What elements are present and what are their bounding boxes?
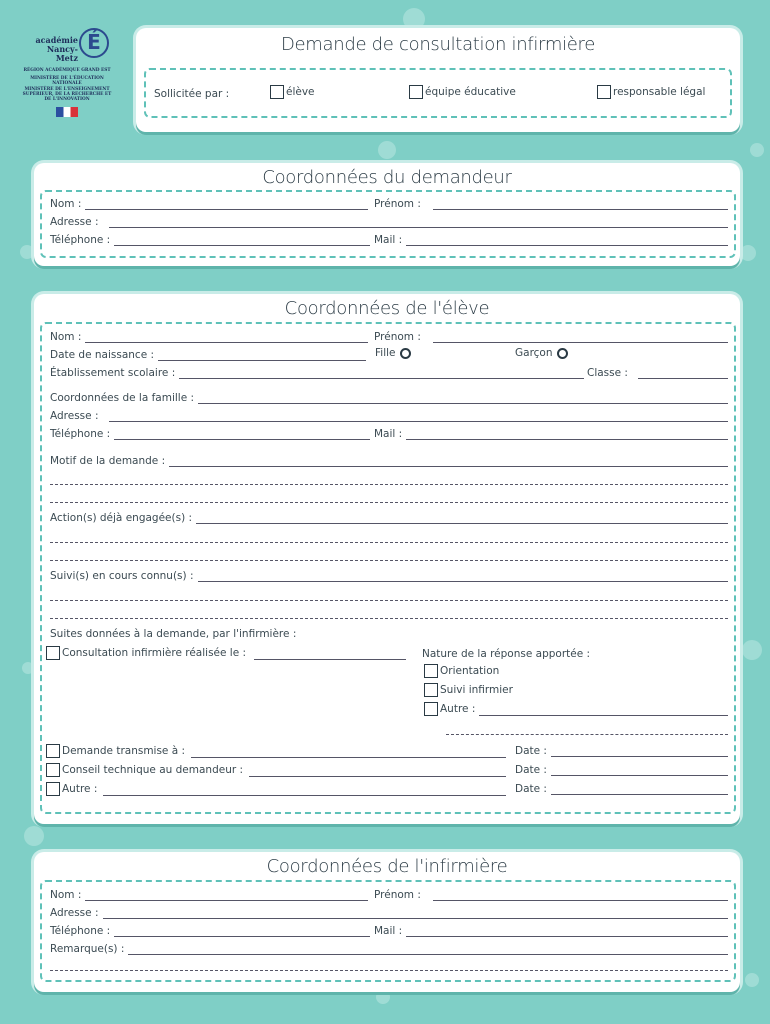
page-title: Demande de consultation infirmière: [280, 34, 596, 55]
eleve-prenom-field[interactable]: [374, 329, 728, 343]
sollicitee-label: Sollicitée par :: [154, 88, 230, 100]
marianne-flag-icon: [56, 107, 78, 117]
eleve-motif-label: Motif de la demande :: [50, 455, 166, 467]
checkbox-autre-nature[interactable]: [424, 702, 438, 716]
motif-line[interactable]: [50, 484, 728, 485]
option-equipe[interactable]: [409, 85, 516, 99]
infirmiere-remarques-label: Remarque(s) :: [50, 943, 125, 955]
option-suivi-infirmier[interactable]: [424, 683, 513, 697]
eleve-famille-label: Coordonnées de la famille :: [50, 392, 195, 404]
decor-bubble: [750, 143, 764, 157]
infirmiere-prenom-field[interactable]: [374, 887, 728, 901]
logo-ministere-2: MINISTÈRE DE L'ENSEIGNEMENT SUPÉRIEUR, DE LA RECHERCHE ET DE L'INNOVATION: [22, 86, 112, 103]
decor-bubble: [20, 245, 34, 259]
demandeur-adresse-field[interactable]: [50, 214, 728, 228]
logo-academie: académie: [35, 35, 78, 45]
infirmiere-telephone-field[interactable]: [50, 923, 370, 937]
decor-bubble: [376, 990, 390, 1004]
option-autre-nature[interactable]: [424, 702, 728, 716]
demandeur-mail-field[interactable]: [374, 232, 728, 246]
demandeur-card: [34, 163, 740, 266]
option-eleve-label: élève: [286, 86, 315, 98]
motif-line[interactable]: [50, 502, 728, 503]
demandeur-telephone-label: Téléphone :: [50, 234, 111, 246]
option-autre-nature-label: Autre :: [440, 703, 476, 715]
decor-bubble: [378, 141, 396, 159]
checkbox-equipe[interactable]: [409, 85, 423, 99]
autre-nature-line[interactable]: [446, 734, 728, 735]
decor-bubble: [24, 826, 44, 846]
conseil-field[interactable]: [46, 763, 506, 777]
eleve-nom-label: Nom :: [50, 331, 82, 343]
demandeur-adresse-label: Adresse :: [50, 216, 99, 228]
demandeur-nom-field[interactable]: [50, 196, 368, 210]
autre-label: Autre :: [62, 783, 98, 795]
infirmiere-mail-field[interactable]: [374, 923, 728, 937]
option-garcon-label: Garçon: [515, 347, 553, 359]
demandeur-title: Coordonnées du demandeur: [262, 167, 512, 188]
infirmiere-mail-label: Mail :: [374, 925, 403, 937]
radio-fille[interactable]: [400, 348, 411, 359]
autre-date-field[interactable]: [515, 782, 728, 795]
header-card: [136, 28, 740, 132]
eleve-etablissement-label: Établissement scolaire :: [50, 367, 176, 379]
eleve-adresse-label: Adresse :: [50, 410, 99, 422]
suites-label: Suites données à la demande, par l'infirmière :: [50, 628, 297, 640]
eleve-adresse-field[interactable]: [50, 408, 728, 422]
transmise-field[interactable]: [46, 744, 506, 758]
logo-region: RÉGION ACADÉMIQUE GRAND EST: [23, 68, 111, 73]
eleve-telephone-field[interactable]: [50, 426, 370, 440]
infirmiere-card: [34, 852, 740, 992]
eleve-motif-field[interactable]: [50, 453, 728, 467]
decor-bubble: [740, 245, 756, 261]
option-orientation-label: Orientation: [440, 665, 500, 677]
eleve-naissance-label: Date de naissance :: [50, 349, 155, 361]
autre-field[interactable]: [46, 782, 506, 796]
infirmiere-prenom-label: Prénom :: [374, 889, 421, 901]
radio-garcon[interactable]: [557, 348, 568, 359]
option-garcon[interactable]: [515, 347, 568, 359]
demandeur-mail-label: Mail :: [374, 234, 403, 246]
option-fille[interactable]: [375, 347, 411, 359]
autre-date-label: Date :: [515, 782, 547, 795]
infirmiere-remarques-field[interactable]: [50, 941, 728, 955]
infirmiere-adresse-label: Adresse :: [50, 907, 99, 919]
eleve-famille-field[interactable]: [50, 390, 728, 404]
eleve-actions-field[interactable]: [50, 510, 728, 524]
eleve-classe-field[interactable]: [587, 365, 728, 379]
eleve-actions-label: Action(s) déjà engagée(s) :: [50, 512, 193, 524]
option-equipe-label: équipe éducative: [425, 86, 516, 98]
eleve-mail-field[interactable]: [374, 426, 728, 440]
decor-bubble: [22, 662, 34, 674]
eleve-classe-label: Classe :: [587, 367, 628, 379]
demandeur-prenom-label: Prénom :: [374, 198, 421, 210]
logo-e-icon: É: [79, 28, 109, 58]
eleve-card: [34, 294, 740, 824]
option-responsable[interactable]: [597, 85, 705, 99]
infirmiere-nom-field[interactable]: [50, 887, 368, 901]
eleve-nom-field[interactable]: [50, 329, 368, 343]
demandeur-nom-label: Nom :: [50, 198, 82, 210]
actions-line[interactable]: [50, 542, 728, 543]
logo-ministere-1: MINISTÈRE DE L'ÉDUCATION NATIONALE: [30, 76, 104, 87]
eleve-title: Coordonnées de l'élève: [284, 298, 490, 319]
suivis-line[interactable]: [50, 618, 728, 619]
infirmiere-nom-label: Nom :: [50, 889, 82, 901]
eleve-telephone-label: Téléphone :: [50, 428, 111, 440]
checkbox-suivi-infirmier[interactable]: [424, 683, 438, 697]
checkbox-consultation[interactable]: [46, 646, 60, 660]
conseil-date-field[interactable]: [515, 763, 728, 776]
checkbox-orientation[interactable]: [424, 664, 438, 678]
demandeur-telephone-field[interactable]: [50, 232, 370, 246]
eleve-suivis-label: Suivi(s) en cours connu(s) :: [50, 570, 194, 582]
consultation-field[interactable]: [46, 646, 406, 660]
consultation-label: Consultation infirmière réalisée le :: [62, 647, 247, 659]
transmise-label: Demande transmise à :: [62, 745, 186, 757]
checkbox-autre[interactable]: [46, 782, 60, 796]
infirmiere-adresse-field[interactable]: [50, 905, 728, 919]
suivis-line[interactable]: [50, 600, 728, 601]
checkbox-eleve[interactable]: [270, 85, 284, 99]
eleve-prenom-label: Prénom :: [374, 331, 421, 343]
eleve-suivis-field[interactable]: [50, 568, 728, 582]
transmise-date-label: Date :: [515, 744, 547, 757]
conseil-label: Conseil technique au demandeur :: [62, 764, 244, 776]
option-fille-label: Fille: [375, 347, 396, 359]
decor-bubble: [403, 8, 425, 30]
nature-label: Nature de la réponse apportée :: [422, 648, 591, 660]
checkbox-responsable[interactable]: [597, 85, 611, 99]
eleve-mail-label: Mail :: [374, 428, 403, 440]
option-suivi-infirmier-label: Suivi infirmier: [440, 684, 513, 696]
checkbox-conseil[interactable]: [46, 763, 60, 777]
option-responsable-label: responsable légal: [613, 86, 706, 98]
conseil-date-label: Date :: [515, 763, 547, 776]
decor-bubble: [745, 973, 759, 987]
option-orientation[interactable]: [424, 664, 499, 678]
infirmiere-title: Coordonnées de l'infirmière: [266, 856, 508, 877]
transmise-date-field[interactable]: [515, 744, 728, 757]
infirmiere-telephone-label: Téléphone :: [50, 925, 111, 937]
remarques-line[interactable]: [50, 970, 728, 971]
checkbox-transmise[interactable]: [46, 744, 60, 758]
logo-ville: Nancy-Metz: [46, 44, 78, 63]
demandeur-prenom-field[interactable]: [374, 196, 728, 210]
eleve-etablissement-field[interactable]: [50, 365, 584, 379]
decor-bubble: [742, 640, 762, 660]
option-eleve[interactable]: [270, 85, 315, 99]
actions-line[interactable]: [50, 560, 728, 561]
eleve-naissance-field[interactable]: [50, 347, 366, 361]
